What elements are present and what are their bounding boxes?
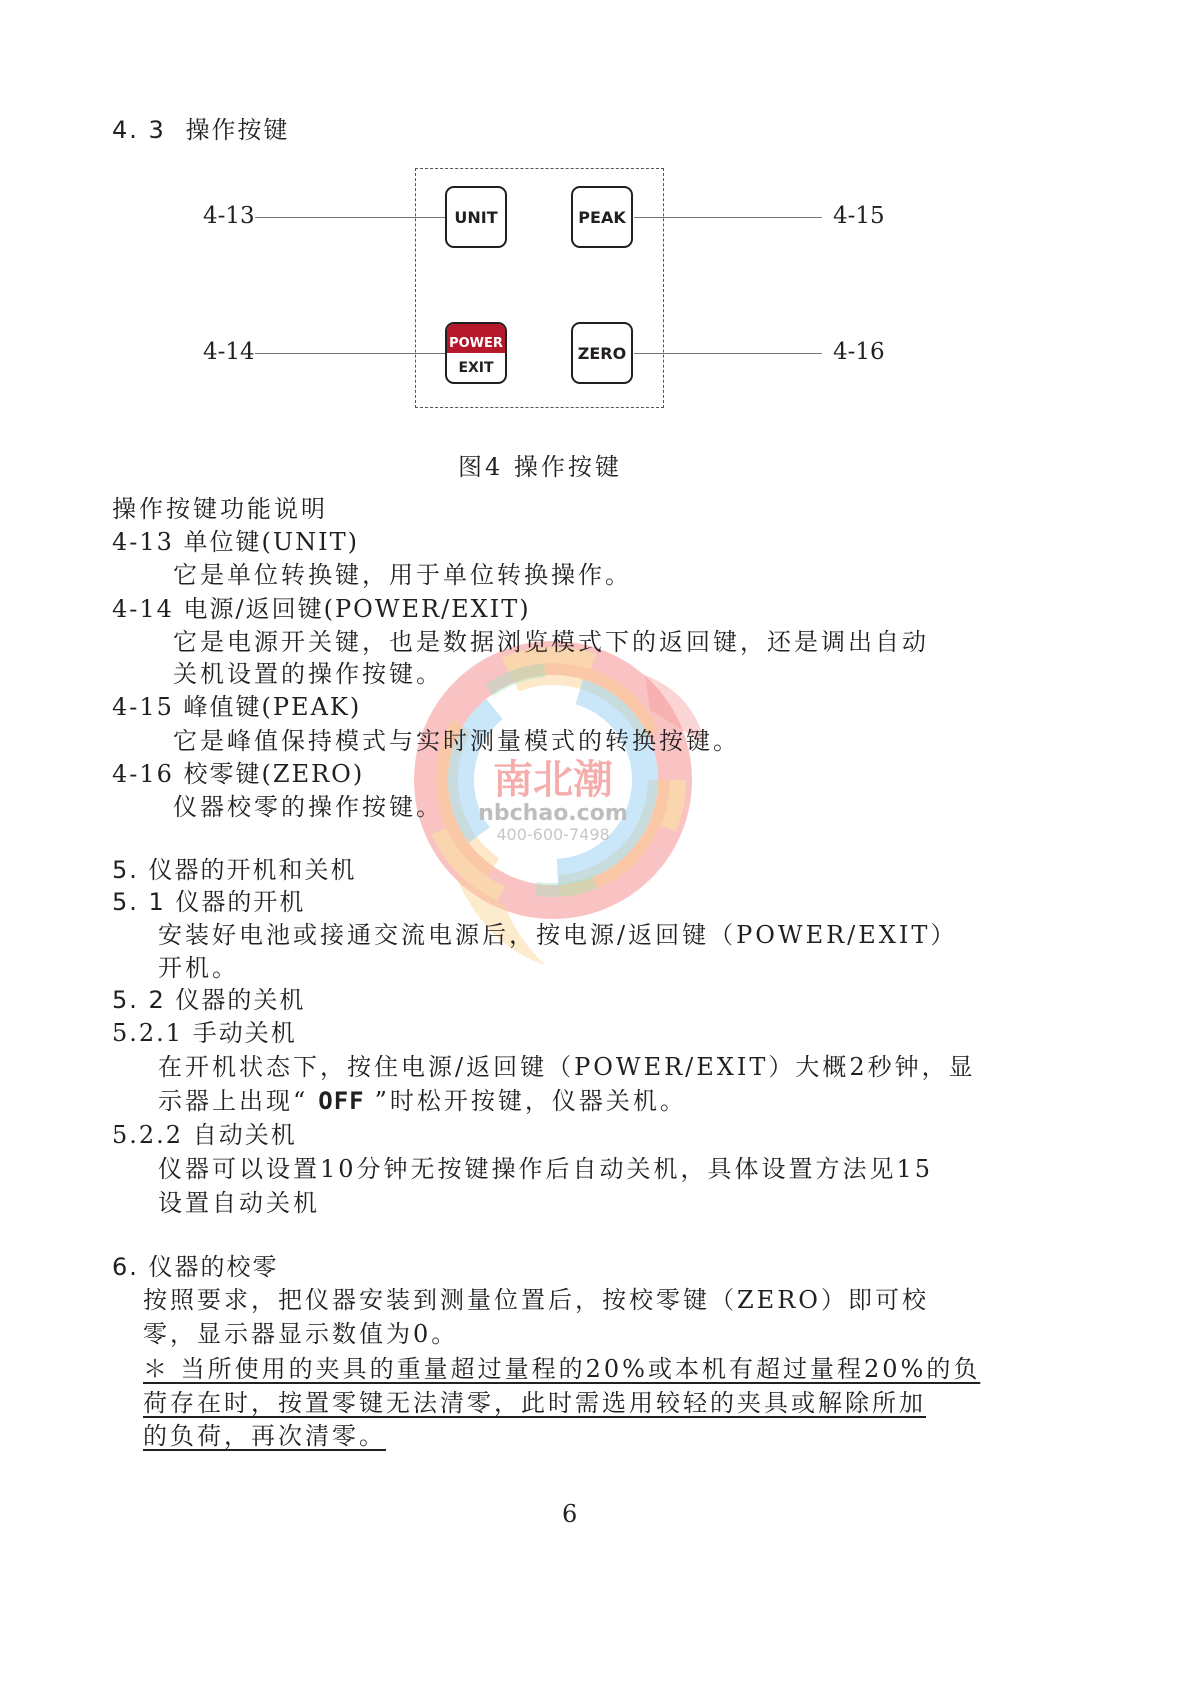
unit-key-label: UNIT [454,207,498,227]
section-6-note-line3: 的负荷，再次清零。 [143,1422,386,1450]
section-5-2-1-line2 [158,1081,687,1116]
section-5-2-2-heading: 5.2.2 自动关机 [112,1121,297,1149]
section-6-note-line2: 荷存在时，按置零键无法清零，此时需选用较轻的夹具或解除所加 [143,1389,926,1417]
power-key-label: POWER [447,324,505,353]
section-5-heading: 5. 仪器的开机和关机 [112,856,357,884]
key-4-13-label: 4-13 单位键(UNIT) [112,528,359,556]
section-number: 4. 3 [112,116,166,144]
leader-line-4-14 [255,353,445,354]
keys-desc-heading: 操作按键功能说明 [112,495,328,523]
zero-key-label: ZERO [577,343,627,363]
section-title: 操作按键 [185,116,290,144]
key-4-16-label: 4-16 校零键(ZERO) [112,760,365,788]
section-5-2-heading: 5. 2 仪器的关机 [112,986,306,1014]
section-5-1-line1: 安装好电池或接通交流电源后，按电源/返回键（POWER/EXIT） [158,921,958,949]
section-5-2-2-line2: 设置自动关机 [158,1189,320,1217]
key-4-15-desc: 它是峰值保持模式与实时测量模式的转换按键。 [173,727,740,755]
exit-key-label: EXIT [458,359,494,376]
leader-line-4-13 [255,217,445,218]
section-6-line1: 按照要求，把仪器安装到测量位置后，按校零键（ZERO）即可校 [143,1286,929,1314]
key-4-14-desc-line1: 它是电源开关键，也是数据浏览模式下的返回键，还是调出自动 [173,628,929,656]
section-5-2-1-line1: 在开机状态下，按住电源/返回键（POWER/EXIT）大概2秒钟，显 [158,1053,976,1081]
watermark-domain: nbchao.com [478,801,628,826]
figure-caption: 图4 操作按键 [458,453,622,481]
line2-prefix: 示器上出现“ [158,1087,309,1115]
callout-4-16: 4-16 [833,339,885,365]
leader-line-4-15 [634,217,822,218]
zero-key [571,322,633,384]
leader-line-4-16 [634,353,822,354]
callout-4-13: 4-13 [203,203,255,229]
key-4-14-label: 4-14 电源/返回键(POWER/EXIT) [112,595,531,623]
key-4-14-desc-line2: 关机设置的操作按键。 [173,660,443,688]
section-5-1-line2: 开机。 [158,954,239,982]
section-6-note-line1: ＊ 当所使用的夹具的重量超过量程的20%或本机有超过量程20%的负 [143,1355,981,1383]
callout-4-14: 4-14 [203,339,255,365]
peak-key-label: PEAK [578,207,626,227]
off-display-glyph: OFF [318,1087,365,1115]
section-5-2-1-heading: 5.2.1 手动关机 [112,1019,297,1047]
section-5-1-heading: 5. 1 仪器的开机 [112,888,306,916]
callout-4-15: 4-15 [833,203,885,229]
section-6-heading: 6. 仪器的校零 [112,1253,279,1281]
page-number: 6 [562,1500,578,1528]
key-4-13-desc: 它是单位转换键，用于单位转换操作。 [173,561,632,589]
peak-key [571,186,633,248]
section-5-2-2-line1: 仪器可以设置10分钟无按键操作后自动关机，具体设置方法见15 [158,1155,934,1183]
power-exit-key [445,322,507,384]
key-4-16-desc: 仪器校零的操作按键。 [173,793,443,821]
section-6-line2: 零，显示器显示数值为0。 [143,1320,459,1348]
watermark-phone: 400-600-7498 [496,825,610,844]
line2-suffix: ”时松开按键，仪器关机。 [374,1087,687,1115]
key-4-15-label: 4-15 峰值键(PEAK) [112,693,362,721]
watermark-brand: 南北潮 [493,756,613,803]
section-heading [112,110,289,145]
unit-key [445,186,507,248]
